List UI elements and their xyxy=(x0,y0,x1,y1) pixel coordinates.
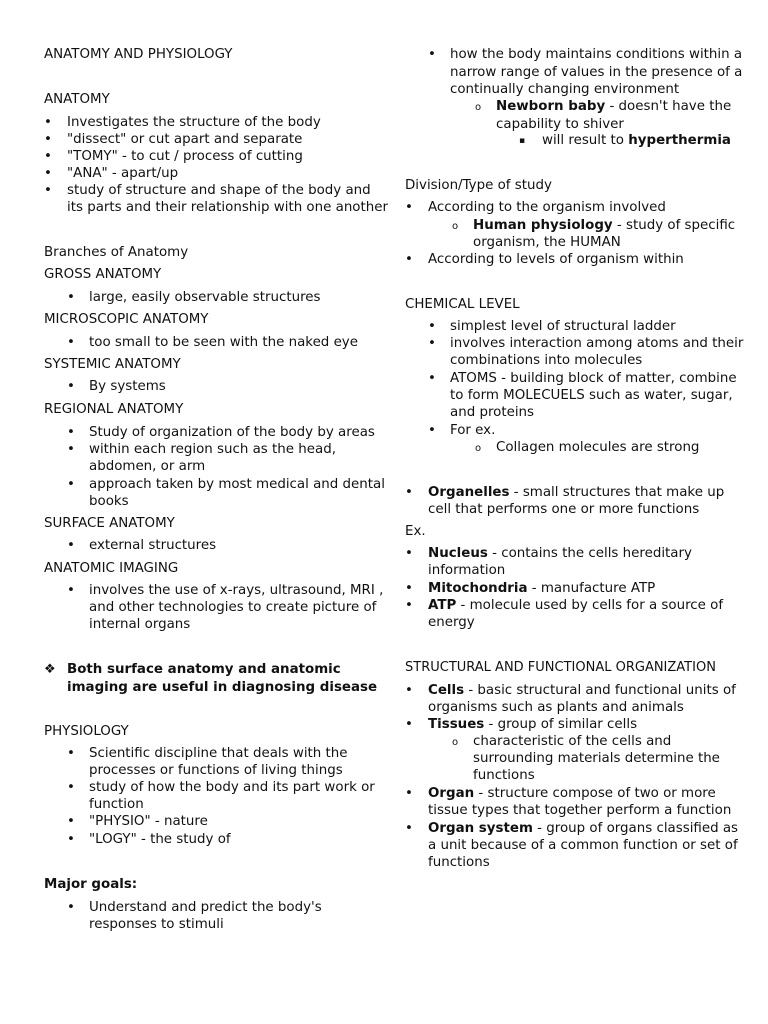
bullet-icon: • xyxy=(405,200,413,215)
list-item: approach taken by most medical and dental xyxy=(89,477,385,492)
list-item xyxy=(428,785,716,802)
list-item: "PHYSIO" - nature xyxy=(89,814,208,829)
definition: - manufacture ATP xyxy=(527,581,656,596)
bullet-icon: • xyxy=(67,780,75,795)
bullet-icon: • xyxy=(67,583,75,598)
list-item xyxy=(428,580,655,597)
term: Organ xyxy=(428,786,475,801)
bullet-icon: • xyxy=(44,115,52,130)
list-item-continued: responses to stimuli xyxy=(89,917,224,932)
list-item xyxy=(428,597,723,614)
anatomy-heading: ANATOMY xyxy=(44,92,110,107)
bullet-icon: • xyxy=(405,252,413,267)
bullet-icon: • xyxy=(428,319,436,334)
document-title: ANATOMY AND PHYSIOLOGY xyxy=(44,47,233,62)
list-item: too small to be seen with the naked eye xyxy=(89,335,358,350)
bullet-icon: • xyxy=(405,821,413,836)
physiology-heading: PHYSIOLOGY xyxy=(44,724,129,739)
circle-bullet-icon: o xyxy=(452,737,459,748)
term: Organelles xyxy=(428,485,510,500)
list-item-continued: tissue types that together perform a function xyxy=(428,803,732,818)
list-item xyxy=(428,545,692,562)
list-item: involves interaction among atoms and their xyxy=(450,336,744,351)
list-item-continued: capability to shiver xyxy=(496,117,624,132)
structural-heading: STRUCTURAL AND FUNCTIONAL ORGANIZATION xyxy=(405,660,716,675)
bullet-icon: • xyxy=(67,832,75,847)
list-item xyxy=(542,132,731,149)
list-item-continued: cell that performs one or more functions xyxy=(428,502,700,517)
list-item-continued: its parts and their relationship with one another xyxy=(67,200,388,215)
microscopic-anatomy-heading: MICROSCOPIC ANATOMY xyxy=(44,312,209,327)
term: hyperthermia xyxy=(628,133,731,148)
circle-bullet-icon: o xyxy=(452,221,459,232)
list-item-continued: narrow range of values in the presence of a xyxy=(450,65,743,80)
list-item-continued: functions xyxy=(428,855,490,870)
list-item-continued: energy xyxy=(428,615,475,630)
bullet-icon: • xyxy=(428,336,436,351)
list-item: Investigates the structure of the body xyxy=(67,115,321,130)
bullet-icon: • xyxy=(44,149,52,164)
definition: - group of similar cells xyxy=(484,717,638,732)
chemical-level-heading: CHEMICAL LEVEL xyxy=(405,297,520,312)
list-item-continued: functions xyxy=(473,768,535,783)
anatomic-imaging-heading: ANATOMIC IMAGING xyxy=(44,561,179,576)
list-item-continued: organism, the HUMAN xyxy=(473,235,621,250)
list-item xyxy=(428,716,637,733)
list-item xyxy=(473,217,735,234)
bullet-icon: • xyxy=(405,786,413,801)
list-item: Understand and predict the body's xyxy=(89,900,322,915)
systemic-anatomy-heading: SYSTEMIC ANATOMY xyxy=(44,357,181,372)
list-item: "dissect" or cut apart and separate xyxy=(67,132,303,147)
list-item-continued: function xyxy=(89,797,144,812)
list-item xyxy=(428,484,724,501)
bullet-icon: • xyxy=(67,379,75,394)
definition: - structure compose of two or more xyxy=(474,786,716,801)
bullet-icon: • xyxy=(405,598,413,613)
term: Organ system xyxy=(428,821,533,836)
list-item-continued: and other technologies to create picture of xyxy=(89,600,377,615)
list-item: "LOGY" - the study of xyxy=(89,832,231,847)
list-item-continued: information xyxy=(428,563,506,578)
bullet-icon: • xyxy=(44,166,52,181)
bullet-icon: • xyxy=(44,132,52,147)
term: Mitochondria xyxy=(428,581,528,596)
list-item: characteristic of the cells and xyxy=(473,734,672,749)
definition: - basic structural and functional units of xyxy=(464,683,736,698)
major-goals-heading: Major goals: xyxy=(44,877,138,892)
list-item xyxy=(496,98,731,115)
term: Nucleus xyxy=(428,546,488,561)
list-item: ATOMS - building block of matter, combine xyxy=(450,371,737,386)
definition: - small structures that make up xyxy=(509,485,725,500)
term: Newborn baby xyxy=(496,99,606,114)
note-line: imaging are useful in diagnosing disease xyxy=(67,680,378,695)
list-item-continued: abdomen, or arm xyxy=(89,459,206,474)
list-item: how the body maintains conditions within a xyxy=(450,47,743,62)
list-item: According to levels of organism within xyxy=(428,252,684,267)
bullet-icon: • xyxy=(67,538,75,553)
term: Cells xyxy=(428,683,465,698)
bullet-icon: • xyxy=(44,183,52,198)
list-item xyxy=(428,682,736,699)
list-item: Study of organization of the body by areas xyxy=(89,425,375,440)
list-item-continued: a unit because of a common function or set of xyxy=(428,838,738,853)
list-item-continued: combinations into molecules xyxy=(450,353,643,368)
bullet-icon: • xyxy=(428,47,436,62)
bullet-icon: • xyxy=(67,477,75,492)
list-item-continued: continually changing environment xyxy=(450,82,680,97)
surface-anatomy-heading: SURFACE ANATOMY xyxy=(44,516,175,531)
definition: - group of organs classified as xyxy=(532,821,739,836)
bullet-icon: • xyxy=(67,900,75,915)
bullet-icon: • xyxy=(67,442,75,457)
list-item: Scientific discipline that deals with the xyxy=(89,746,348,761)
bullet-icon: • xyxy=(405,683,413,698)
list-item-continued: internal organs xyxy=(89,617,191,632)
list-item: study of structure and shape of the body and xyxy=(67,183,371,198)
list-item xyxy=(428,820,738,837)
gross-anatomy-heading: GROSS ANATOMY xyxy=(44,267,162,282)
term: Tissues xyxy=(428,717,485,732)
list-item: large, easily observable structures xyxy=(89,290,321,305)
bullet-icon: • xyxy=(67,814,75,829)
example-label: Ex. xyxy=(405,524,426,539)
bullet-icon: • xyxy=(428,371,436,386)
bullet-icon: • xyxy=(405,717,413,732)
bullet-icon: • xyxy=(405,546,413,561)
list-item: According to the organism involved xyxy=(428,200,666,215)
note-line: Both surface anatomy and anatomic xyxy=(67,662,341,677)
bullet-icon: • xyxy=(67,335,75,350)
list-item: simplest level of structural ladder xyxy=(450,319,676,334)
square-bullet-icon: ▪ xyxy=(519,136,526,146)
branches-heading: Branches of Anatomy xyxy=(44,245,189,260)
bullet-icon: • xyxy=(428,423,436,438)
definition: - study of specific xyxy=(612,218,736,233)
list-item-continued: to form MOLECUELS such as water, sugar, xyxy=(450,388,733,403)
definition: - molecule used by cells for a source of xyxy=(456,598,724,613)
list-item: within each region such as the head, xyxy=(89,442,336,457)
regional-anatomy-heading: REGIONAL ANATOMY xyxy=(44,402,184,417)
list-item-continued: surrounding materials determine the xyxy=(473,751,720,766)
list-item: external structures xyxy=(89,538,217,553)
result-text: will result to xyxy=(542,133,629,148)
list-item-continued: books xyxy=(89,494,129,509)
list-item: By systems xyxy=(89,379,166,394)
definition: - doesn't have the xyxy=(605,99,732,114)
bullet-icon: • xyxy=(67,746,75,761)
list-item-continued: organisms such as plants and animals xyxy=(428,700,684,715)
diamond-bullet-icon: ❖ xyxy=(44,662,56,677)
term: ATP xyxy=(428,598,457,613)
list-item: For ex. xyxy=(450,423,496,438)
bullet-icon: • xyxy=(67,290,75,305)
bullet-icon: • xyxy=(405,581,413,596)
list-item-continued: and proteins xyxy=(450,405,535,420)
definition: - contains the cells hereditary xyxy=(487,546,692,561)
bullet-icon: • xyxy=(67,425,75,440)
circle-bullet-icon: o xyxy=(475,443,482,454)
bullet-icon: • xyxy=(405,485,413,500)
list-item: involves the use of x-rays, ultrasound, MRI , xyxy=(89,583,384,598)
list-item: Collagen molecules are strong xyxy=(496,440,700,455)
list-item: "ANA" - apart/up xyxy=(67,166,179,181)
term: Human physiology xyxy=(473,218,613,233)
list-item-continued: processes or functions of living things xyxy=(89,763,343,778)
list-item: study of how the body and its part work or xyxy=(89,780,375,795)
division-heading: Division/Type of study xyxy=(405,178,552,193)
circle-bullet-icon: o xyxy=(475,102,482,113)
list-item: "TOMY" - to cut / process of cutting xyxy=(67,149,303,164)
